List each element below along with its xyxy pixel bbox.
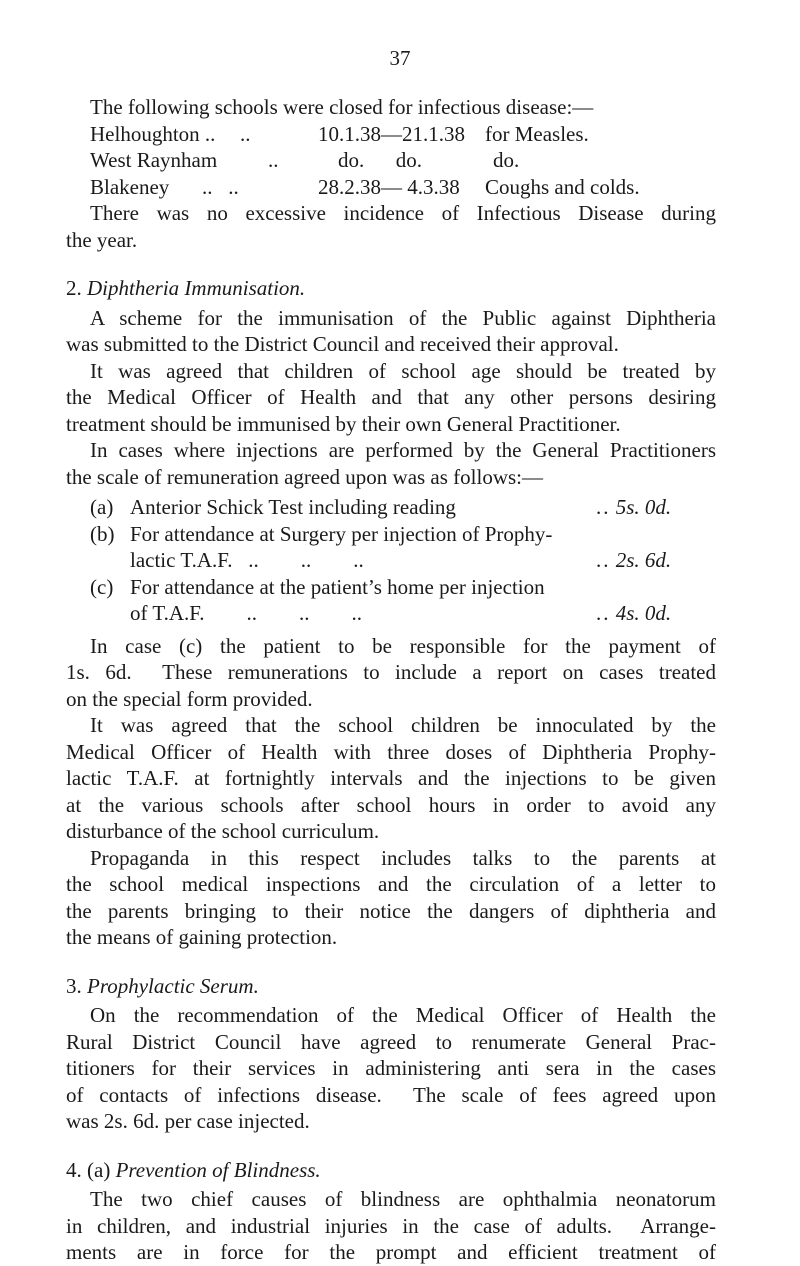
- paragraph: It was agreed that children of school age should be treated by the Medical Officer of Health and that any other persons desiring treatment should be immunised by their own General Practitioner.: [66, 358, 716, 436]
- paragraph: In case (c) the patient to be responsible for the payment of 1s. 6d. These remunerations to include a report on cases treated on the special form provided.: [66, 633, 716, 711]
- paragraph: It was agreed that the school children be innoculated by the Medical Officer of Health with three doses of Diphtheria Prophy- lactic T.A.F. at fortnightly intervals and the injections to be given at the various schools after school hours in order to avoid any disturbance of the school curriculum.: [66, 713, 716, 843]
- closure-school: Helhoughton ..: [90, 121, 216, 146]
- section-heading-diphtheria: 2. Diphtheria Immunisation.: [66, 276, 306, 300]
- paragraph: A scheme for the immunisation of the Public against Diphtheria was submitted to the District Council and received their approval.: [66, 305, 716, 356]
- closure-disease: Coughs and colds.: [485, 174, 640, 199]
- closure-school: West Raynham: [90, 148, 218, 172]
- fee-amount: 2s. 6d.: [615, 548, 672, 572]
- closure-disease: for Measles.: [485, 121, 589, 146]
- closure-dates: 28.2.38— 4.3.38: [318, 174, 460, 199]
- fee-item-continued: lactic T.A.F. .. .. .. .. 2s. 6d.: [130, 548, 672, 572]
- fee-item: (c) For attendance at the patient’s home per injection: [90, 574, 545, 599]
- paragraph: On the recommendation of the Medical Officer of Health the Rural District Council have agreed to renumerate General Prac- titioners for their services in administering anti sera in the cases of contacts of infections disease. The scale of fees agreed upon was 2s. 6d. per case injected.: [66, 1003, 716, 1133]
- fee-item: (a) Anterior Schick Test including reading .. 5s. 0d.: [90, 495, 672, 519]
- closure-school: Blakeney: [90, 174, 170, 199]
- document-body: [66, 94, 716, 1266]
- section-heading-blindness: 4. (a) Prevention of Blindness.: [66, 1157, 321, 1182]
- closure-dots: ..: [268, 148, 279, 172]
- closure-row: [90, 174, 716, 201]
- closure-dots: ..: [240, 121, 251, 146]
- paragraph: The two chief causes of blindness are ophthalmia neonatorum in children, and industrial injuries in the case of adults. Arrange- ments are in force for the prompt and efficient treatment of: [66, 1187, 716, 1264]
- fee-amount: 4s. 0d.: [615, 601, 672, 625]
- closure-disease: do.: [493, 148, 520, 172]
- closure-dots: .. ..: [202, 174, 239, 199]
- closures-note: There was no excessive incidence of Infectious Disease during the year.: [66, 201, 716, 252]
- closures-table: [66, 121, 716, 201]
- fee-item: (b) For attendance at Surgery per injection of Prophy-: [90, 521, 553, 546]
- fee-item-continued: of T.A.F. .. .. .. .. 4s. 0d.: [130, 601, 672, 625]
- section-heading-prophylactic-serum: 3. Prophylactic Serum.: [66, 973, 259, 998]
- fee-schedule: [66, 494, 716, 627]
- closure-row: [90, 147, 716, 174]
- closure-dates: 10.1.38—21.1.38: [318, 121, 465, 146]
- closure-dates: do. do.: [338, 148, 422, 172]
- fee-amount: 5s. 0d.: [615, 495, 672, 519]
- closures-intro: The following schools were closed for infectious disease:—: [90, 95, 594, 119]
- paragraph: Propaganda in this respect includes talks to the parents at the school medical inspections and the circulation of a letter to the parents bringing to their notice the dangers of diphtheria and the means of gaining protection.: [66, 845, 716, 949]
- page-number: 37: [389, 46, 411, 70]
- paragraph: In cases where injections are performed by the General Practitioners the scale of remuneration agreed upon was as follows:—: [66, 438, 716, 489]
- closure-row: [90, 121, 716, 148]
